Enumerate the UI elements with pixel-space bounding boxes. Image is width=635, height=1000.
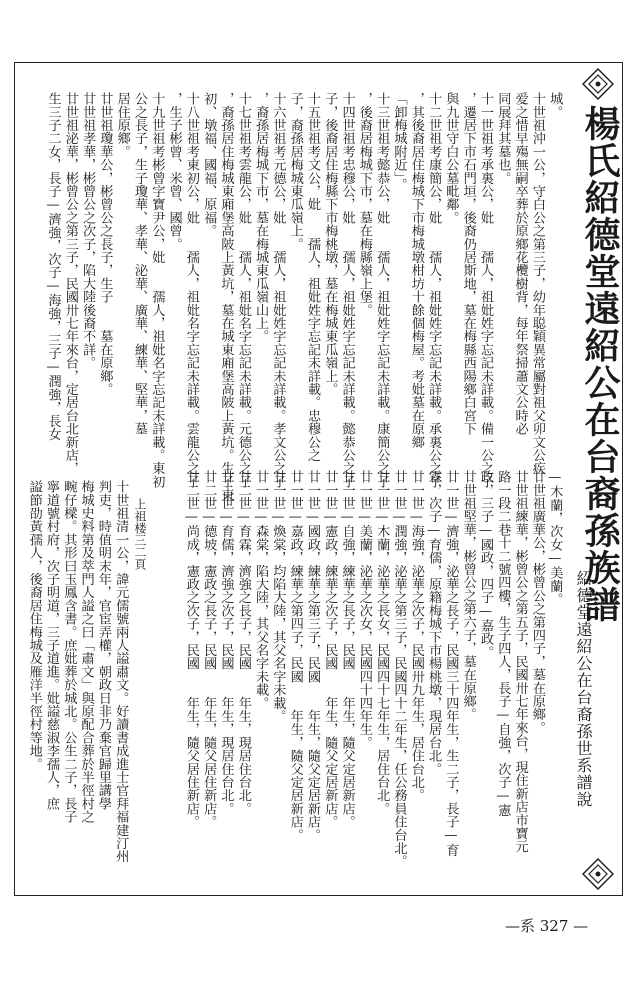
- text-column: 十一世祖考承裏公，妣 孺人，祖妣姓字忘記未詳載。備一公之子: [478, 92, 493, 488]
- text-column: 廿一世—森棠，陷大陸，其父名字未載。: [253, 470, 269, 710]
- section-subtitle: 紹德堂遠紹公在台裔孫世系譜說: [574, 570, 593, 808]
- text-column: 政，三子—國政，四子—嘉政。: [478, 470, 493, 659]
- text-column: ，裔孫居住梅城東廂堡高陂上黃坑，墓在城東廂堡高陂上黃坑。生子東: [218, 92, 234, 502]
- text-column: 廿一世—嘉政，練華之第四子，民國 年生，隨父定居新店。: [287, 470, 303, 842]
- book-title: 楊氏紹德堂遠紹公在台裔孫族譜: [579, 105, 621, 623]
- text-column: 十世祖沖一公，守白公之第三子，幼年聪穎異常屬對祖父卯文公疾: [529, 92, 545, 475]
- text-column: 公之長子，生子瓊華、孝華、泌華、廣華、練華、堅華，墓: [132, 92, 147, 436]
- text-column: 居住原鄉。: [114, 92, 130, 158]
- text-column: 同展拜其墓也。: [495, 92, 511, 185]
- text-column: ，遷居下市石門垣，後裔仍居斯地，墓在梅縣西陽鄉白宮下: [460, 92, 476, 436]
- text-column: 生三子二女，長子—濟強，次子—海強，三子—潤強，長女: [45, 92, 61, 441]
- bottom-diamond-ornament-icon: [582, 858, 614, 890]
- text-column: 廿世祖孝華，彬曾公之次子，陷大陸後裔不詳。: [80, 92, 96, 370]
- text-column: 廿二世—尚成，憲政之次子，民國 年生，隨父居住新店。: [183, 470, 199, 829]
- text-column: 謚節劭黃孺人，後裔居住梅城及雁洋半徑村等地。: [26, 480, 42, 771]
- text-column: 「卸梅城附近」。: [391, 92, 407, 191]
- text-column: ，後裔居梅城下市，墓在梅縣嶺上堡。: [356, 92, 372, 317]
- text-column: 初、墩福、國福、原福。: [201, 92, 217, 238]
- text-column: 寧道號村府，次子明道，三子道進。妣謚慈淑李孺人，庶: [44, 480, 59, 810]
- text-column: 子，裔孫居梅城東瓜嶺上。: [287, 92, 303, 251]
- text-column: 十七世祖考雲龍公，妣 孺人，祖妣名字忘記未詳載。元德公之子: [235, 92, 251, 488]
- text-column: ，其後裔居住梅城下市梅城墩柑坊十餘個梅屋。考妣墓在原鄉: [408, 92, 424, 449]
- text-column: 廿世祖練華，彬曾公之第五子，民國卅七年來台，現住新店市寶元: [512, 470, 528, 853]
- text-column: 廿一世—國政，練華之第三子，民國 年生，隨父定居新店。: [305, 470, 320, 842]
- text-column: —木蘭，次女—美蘭。: [547, 470, 563, 606]
- text-column: 畹仔樑。其形曰玉鳳含書。庶妣葬於城北。公生二子，長子: [61, 480, 77, 824]
- text-column: 十二世祖考康簡公，妣 孺人，祖妣姓字忘記未詳載。承裏公之子: [426, 92, 442, 488]
- text-column: 廿一世—憲政，練華之次子，民國 年生，隨父定居新店。: [322, 470, 338, 829]
- text-column: 廿一世—潤強，泌華之第三子，民國四十二年生，任公務員住台北。: [391, 470, 407, 868]
- text-column: 子，後裔居住梅縣下市梅桃墩，墓在梅城東瓜嶺上。: [322, 92, 338, 396]
- text-column: 霖，次子—育儒，原籍梅城下市楊桃墩，現居台北。: [426, 470, 442, 776]
- text-column: 判吏，時值明末年，官宦弄權，朝政日非乃棄官歸里講學: [95, 480, 111, 810]
- text-column: 廿世祖瓊華公，彬曾公之長子，生子 墓在原鄉。: [97, 92, 113, 396]
- text-column: 廿一世—煥棠，均陷大陸，其父名字未載。: [270, 470, 286, 723]
- text-column: 十五世祖考文公，妣 孺人，祖妣姓字忘記未詳載。忠穆公之: [305, 92, 320, 462]
- source-reference: 上祖楼三二頁: [133, 498, 147, 570]
- text-column: 廿世祖廣華公，彬曾公之第四子，墓在原鄉。: [529, 470, 545, 734]
- text-column: 城。: [547, 92, 563, 119]
- text-column: ，裔孫居梅城下市，墓在梅城東瓜嶺山上。: [253, 92, 269, 343]
- text-column: 廿一世—濟強，泌華之長子，民國三十四年生，生二子，長子—育: [443, 470, 459, 857]
- text-column: 十八世祖考東初公，妣 孺人，祖妣名字忘記未詳載。雲龍公之子: [183, 92, 199, 488]
- text-column: ，生子彬曾、米曾、國曾。: [166, 92, 182, 251]
- text-column: 爱之惜早殤無嗣卒葬於原鄉花欖樹背，每年祭掃蕭文公時必: [512, 92, 528, 436]
- text-column: 十世祖清一公，諱元儒號兩人謚肅文。好讀書成進士官拜福建汀州: [113, 480, 129, 863]
- text-column: 十四世祖考忠穆公，妣 孺人，祖妣姓字忘記未詳載。懿恭公之子: [339, 92, 355, 488]
- text-column: 路一段二巷十二號四樓，生子四人，長子—自強，次子—憲: [495, 470, 511, 817]
- text-column: 十九世祖考彬曾字寶尹公，妣 孺人，祖妣名字忘記未詳載。東初: [149, 92, 165, 488]
- top-diamond-ornament-icon: [582, 68, 614, 100]
- text-column: 廿二世—育儒，濟強之次子，民國 年生，現居住台北。: [218, 470, 234, 815]
- text-column: 廿世祖泌華，彬曾公之第三子，民國卅七年來台，定居台北新店，: [62, 92, 78, 475]
- text-column: 十六世祖考元德公，妣 孺人，祖妣姓字忘記未詳載。孝文公之子: [270, 92, 286, 488]
- text-column: 廿世祖堅華，彬曾公之第六子，墓在原鄉。: [460, 470, 476, 721]
- text-column: 廿一世—自強，練華之長子，民國 年生，隨父定居新店。: [339, 470, 355, 829]
- text-column: 廿一世—海強，泌華之次子，民國卅九年生，居住台北。: [408, 470, 424, 802]
- text-column: 廿一世—美蘭，泌華之次女，民國四十四年生。: [356, 470, 372, 749]
- text-column: 十三世祖考懿恭公，妣 孺人，祖妣姓字忘記未詳載。康簡公之子: [374, 92, 390, 488]
- text-column: 廿二世—育霖，濟強之長子，民國 年生，現居住台北。: [235, 470, 251, 815]
- text-column: 廿二世—德坡，憲政之長子，民國 年生，隨父居住新店。: [201, 470, 217, 829]
- text-column: 梅城史料第及萃門人謚之曰「肅文」與原配合葬於半徑村之: [78, 480, 94, 824]
- text-column: 與九世守白公墓毗鄰。: [443, 92, 459, 224]
- text-column: 廿一世—木蘭，泌華之長女，民國四十七年生，居住台北。: [374, 470, 390, 815]
- page-number: —系 327 —: [505, 917, 589, 935]
